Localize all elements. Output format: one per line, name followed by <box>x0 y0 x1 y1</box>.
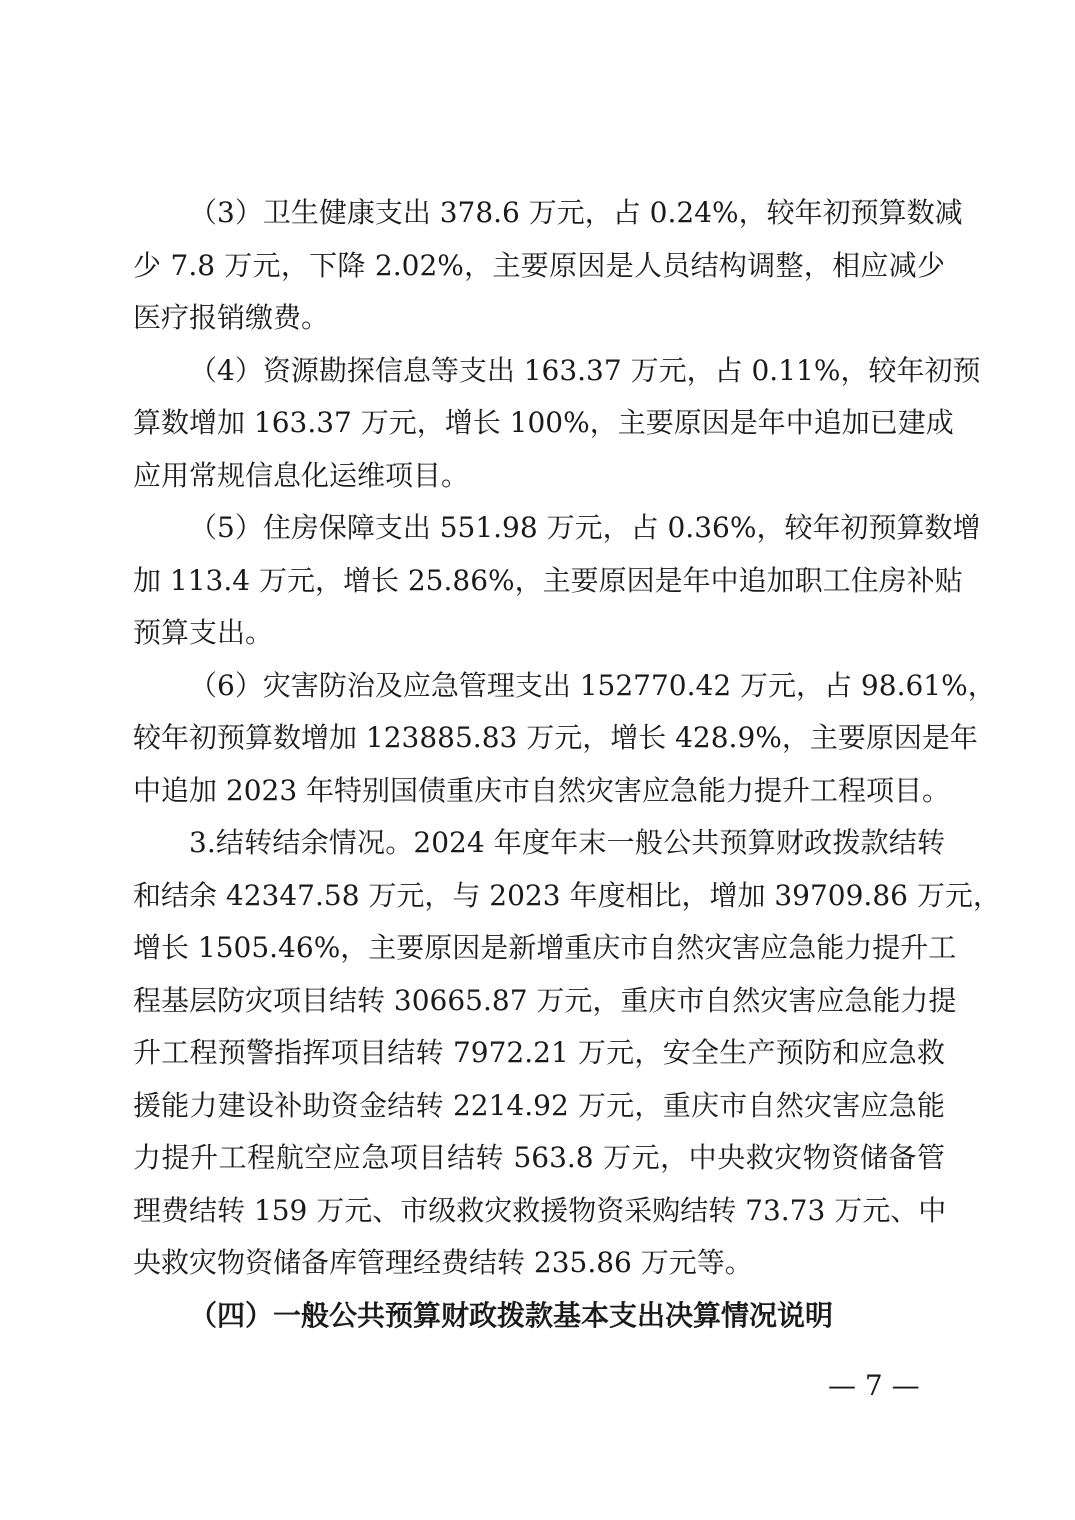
text-line: 加 113.4 万元，增长 25.86%，主要原因是年中追加职工住房补贴 <box>133 563 963 597</box>
paragraph-resource-info-expenditure <box>133 345 981 503</box>
text-line: （4）资源勘探信息等支出 163.37 万元，占 0.11%，较年初预 <box>189 353 981 387</box>
text-line: （3）卫生健康支出 378.6 万元，占 0.24%，较年初预算数减 <box>189 196 963 229</box>
page-body <box>133 187 1001 1342</box>
text-line: 理费结转 159 万元、市级救灾救援物资采购结转 73.73 万元、中 <box>133 1193 947 1227</box>
text-line: 应用常规信息化运维项目。 <box>133 458 470 492</box>
text-line: 援能力建设补助资金结转 2214.92 万元，重庆市自然灾害应急能 <box>133 1088 945 1122</box>
paragraph-disaster-expenditure <box>133 660 996 818</box>
section-heading-four <box>133 1290 945 1343</box>
text-line: 升工程预警指挥项目结转 7972.21 万元，安全生产预防和应急救 <box>133 1036 945 1069</box>
text-line: （5）住房保障支出 551.98 万元，占 0.36%，较年初预算数增 <box>189 511 981 544</box>
paragraph-health-expenditure <box>133 187 963 345</box>
text-line: （6）灾害防治及应急管理支出 152770.42 万元，占 98.61%， <box>189 668 996 702</box>
page-number: — 7 — <box>828 1369 920 1402</box>
text-line: 程基层防灾项目结转 30665.87 万元，重庆市自然灾害应急能力提 <box>133 983 957 1017</box>
text-line: 央救灾物资储备库管理经费结转 235.86 万元等。 <box>133 1246 753 1279</box>
text-line: 增长 1505.46%，主要原因是新增重庆市自然灾害应急能力提升工 <box>133 931 957 964</box>
text-line: 和结余 42347.58 万元，与 2023 年度相比，增加 39709.86 万元， <box>133 878 1001 912</box>
text-line: 中追加 2023 年特别国债重庆市自然灾害应急能力提升工程项目。 <box>133 773 951 807</box>
text-line: 3.结转结余情况。2024 年度年末一般公共预算财政拨款结转 <box>189 826 945 859</box>
text-line: 算数增加 163.37 万元，增长 100%，主要原因是年中追加已建成 <box>133 406 954 439</box>
text-line: 力提升工程航空应急项目结转 563.8 万元，中央救灾物资储备管 <box>133 1141 945 1174</box>
paragraph-carryover-balance <box>133 817 1001 1290</box>
heading-text: （四）一般公共预算财政拨款基本支出决算情况说明 <box>189 1298 834 1332</box>
text-line: 预算支出。 <box>133 616 274 649</box>
text-line: 较年初预算数增加 123885.83 万元，增长 428.9%，主要原因是年 <box>133 721 978 754</box>
paragraph-housing-expenditure <box>133 502 981 660</box>
text-line: 少 7.8 万元，下降 2.02%，主要原因是人员结构调整，相应减少 <box>133 248 945 282</box>
text-line: 医疗报销缴费。 <box>133 301 330 334</box>
